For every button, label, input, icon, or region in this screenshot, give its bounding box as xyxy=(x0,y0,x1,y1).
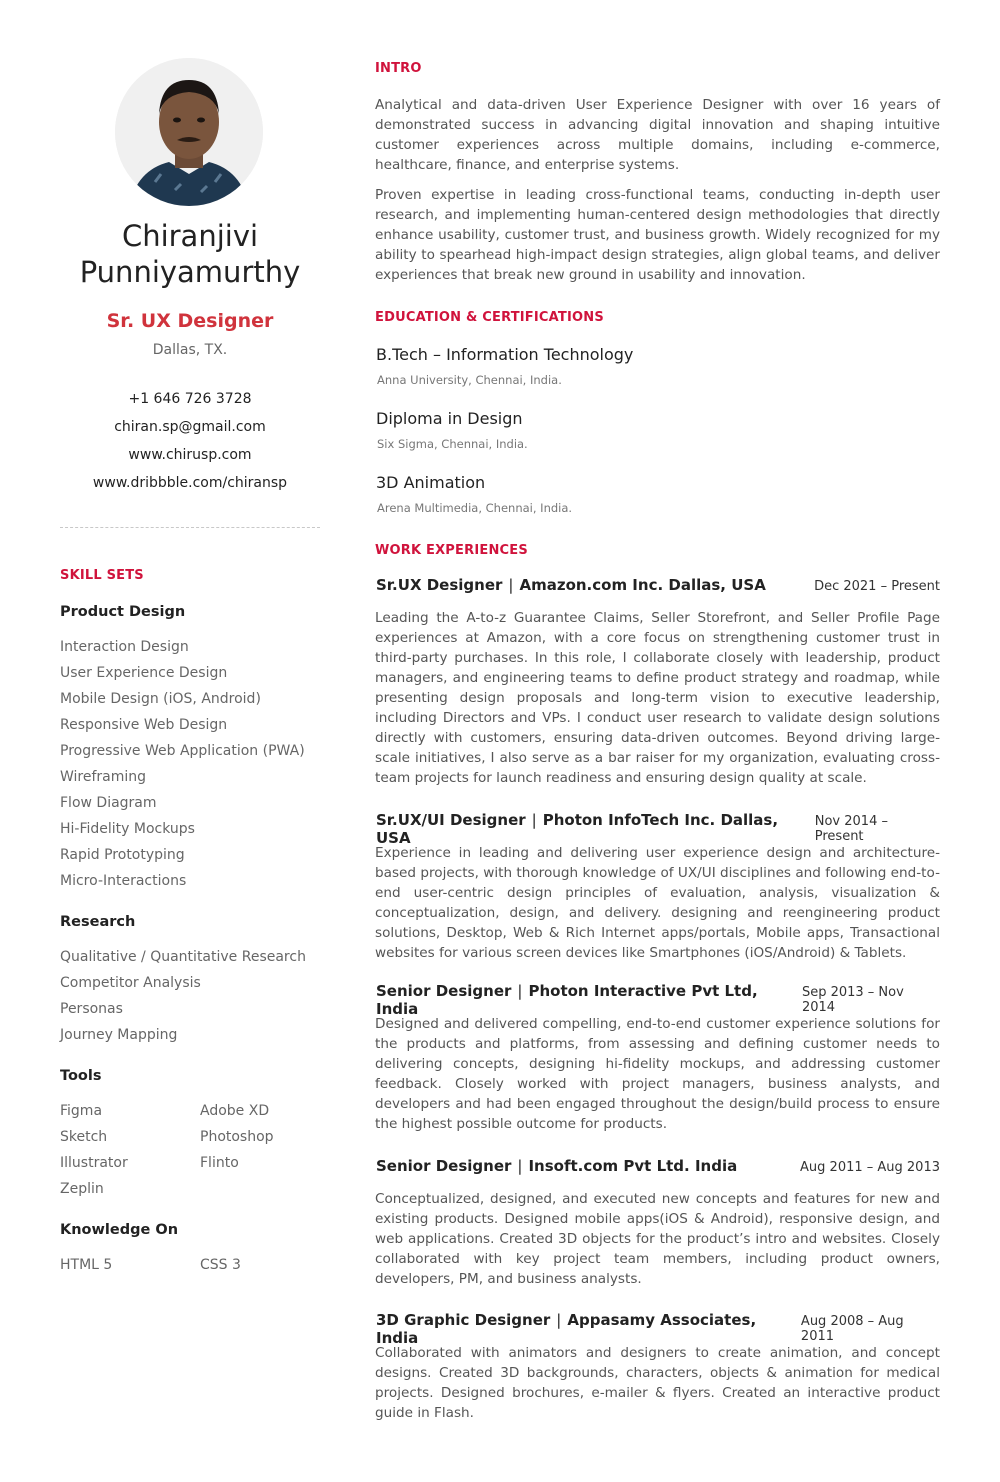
separator: | xyxy=(517,982,523,1000)
job-company: Appasamy Associates, India xyxy=(376,1311,757,1347)
education-heading: EDUCATION & CERTIFICATIONS xyxy=(375,310,604,325)
job-company: Photon InfoTech Inc. Dallas, USA xyxy=(376,811,779,847)
education-title: B.Tech – Information Technology xyxy=(376,345,634,364)
job-description: Designed and delivered compelling, end-to-end customer experience solutions for the products and platforms, from assessing and defining customer needs to delivering concepts, designing hi-fidelity mockups, and addressing customer feedback. Closely worked with project managers, business analysts, and developers and had been engaged throughout the design/build process to ensure the highest possible outcome for products. xyxy=(375,1016,940,1132)
tools-title: Tools xyxy=(60,1068,102,1084)
tools-list xyxy=(60,1098,320,1202)
job-role-company xyxy=(376,1311,801,1347)
skill-item: Competitor Analysis xyxy=(60,975,201,991)
job-header xyxy=(376,1311,940,1347)
product-design-title: Product Design xyxy=(60,604,186,620)
skill-item: Sketch xyxy=(60,1129,108,1145)
skill-item: Qualitative / Quantitative Research xyxy=(60,949,306,965)
job-role: Senior Designer xyxy=(376,982,512,1000)
skill-item: Interaction Design xyxy=(60,639,189,655)
separator: | xyxy=(517,1157,523,1175)
job-description: Collaborated with animators and designers to create animation, and concept designs. Created 3D backgrounds, characters, objects & animation for medical projects. Designed brochures, e-mailer & flyers. Created an interactive product guide in Flash. xyxy=(375,1345,940,1421)
skill-item: Mobile Design (iOS, Android) xyxy=(60,691,261,707)
intro-paragraph-2: Proven expertise in leading cross-functional teams, conducting in-depth user research, and implementing human-centered design methodologies that directly enhance usability, customer trust, and business growth. Widely recognized for my ability to spearhead high-impact design strategies, align global teams, and deliver experiences that break new ground in usability and innovation. xyxy=(375,187,940,283)
education-place: Arena Multimedia, Chennai, India. xyxy=(377,501,573,515)
job-role-company xyxy=(376,576,766,594)
skill-item: Illustrator xyxy=(60,1155,128,1171)
skill-item: Progressive Web Application (PWA) xyxy=(60,743,305,759)
intro-paragraph-1: Analytical and data-driven User Experience Designer with over 16 years of demonstrated success in advancing digital innovation and shaping intuitive customer experiences across multiple domains, including e-commerce, healthcare, finance, and enterprise systems. xyxy=(375,97,940,173)
skill-item: CSS 3 xyxy=(200,1257,241,1273)
job-header xyxy=(376,811,940,847)
research-list xyxy=(60,944,320,1048)
phone-number[interactable]: +1 646 726 3728 xyxy=(128,391,252,407)
skill-item: Micro-Interactions xyxy=(60,873,187,889)
contact-info xyxy=(60,385,320,497)
education-title: 3D Animation xyxy=(376,473,486,492)
knowledge-list xyxy=(60,1252,320,1278)
skill-item: Rapid Prototyping xyxy=(60,847,185,863)
job-description: Conceptualized, designed, and executed new concepts and features for new and existing products. Designed mobile apps(iOS & Android), responsive design, and web applications. Created 3D objects for the product’s intro and websites. Closely collaborated with key project team members, including product owners, developers, PM, and business analysts. xyxy=(375,1191,940,1287)
last-name: Punniyamurthy xyxy=(79,255,301,289)
product-design-list xyxy=(60,634,320,894)
job-dates: Nov 2014 – Present xyxy=(814,814,888,844)
job-header xyxy=(376,576,940,598)
skill-item: Wireframing xyxy=(60,769,147,785)
sidebar-divider xyxy=(60,527,320,528)
skill-item: Flinto xyxy=(200,1155,239,1171)
job-role-company xyxy=(376,1157,737,1175)
sidebar xyxy=(60,0,320,1482)
skill-item: User Experience Design xyxy=(60,665,228,681)
main-content xyxy=(375,0,940,1482)
job-dates: Sep 2013 – Nov 2014 xyxy=(801,985,904,1015)
intro-heading: INTRO xyxy=(375,61,422,76)
job-role: 3D Graphic Designer xyxy=(376,1311,551,1329)
job-dates: Aug 2008 – Aug 2011 xyxy=(800,1314,904,1344)
skill-item: HTML 5 xyxy=(60,1257,113,1273)
job-company: Amazon.com Inc. Dallas, USA xyxy=(519,576,766,594)
job-header xyxy=(376,982,940,1018)
job-role: Sr.UX/UI Designer xyxy=(376,811,526,829)
education-title: Diploma in Design xyxy=(376,409,523,428)
knowledge-title: Knowledge On xyxy=(60,1222,179,1238)
skill-item: Responsive Web Design xyxy=(60,717,228,733)
job-role-company xyxy=(376,982,802,1018)
separator: | xyxy=(508,576,514,594)
job-description: Experience in leading and delivering user experience design and architecture-based projects, with thorough knowledge of UX/UI disciplines and following end-to-end user-centric design principles of evaluation, analysis, visualization & conceptualization, design, and delivery. designing and reengineering product solutions, Desktop, Web & Rich Internet apps/portals, Mobile apps, Transactional websites for various screen devices like Smartphones (iOS/Android) & Tablets. xyxy=(375,845,940,961)
location: Dallas, TX. xyxy=(152,342,228,358)
skill-item: Personas xyxy=(60,1001,123,1017)
profile-photo-image xyxy=(115,58,263,206)
job-role: Sr.UX Designer xyxy=(376,576,503,594)
job-role-company xyxy=(376,811,815,847)
skill-item: Zeplin xyxy=(60,1181,104,1197)
job-role: Senior Designer xyxy=(376,1157,512,1175)
education-place: Six Sigma, Chennai, India. xyxy=(377,437,528,451)
job-company: Insoft.com Pvt Ltd. India xyxy=(528,1157,738,1175)
job-title: Sr. UX Designer xyxy=(106,310,274,332)
profile-photo xyxy=(115,58,263,206)
email-link[interactable]: chiran.sp@gmail.com xyxy=(114,419,266,435)
website-link[interactable]: www.chirusp.com xyxy=(128,447,252,463)
skill-item: Adobe XD xyxy=(200,1103,270,1119)
work-heading: WORK EXPERIENCES xyxy=(375,543,528,558)
job-description: Leading the A-to-z Guarantee Claims, Seller Storefront, and Seller Profile Page experiences at Amazon, with a core focus on strengthening customer trust in third-party purchases. In this role, I collaborate closely with leadership, product managers, and engineering teams to define product strategy and roadmap, while presenting design proposals and long-term vision to executive leadership, including Directors and VPs. I conduct user research to validate design solutions directly with customers, ensuring data-driven outcomes. Beyond driving large-scale initiatives, I also serve as a bar raiser for my organization, evaluating cross-team projects for launch readiness and ensuring design quality at scale. xyxy=(375,610,940,786)
skill-item: Photoshop xyxy=(200,1129,274,1145)
skills-heading: SKILL SETS xyxy=(60,568,144,583)
skill-item: Flow Diagram xyxy=(60,795,157,811)
skill-item: Figma xyxy=(60,1103,103,1119)
separator: | xyxy=(531,811,537,829)
job-company: Photon Interactive Pvt Ltd, India xyxy=(376,982,758,1018)
education-place: Anna University, Chennai, India. xyxy=(377,373,562,387)
dribbble-link[interactable]: www.dribbble.com/chiransp xyxy=(92,475,288,491)
separator: | xyxy=(556,1311,562,1329)
job-header xyxy=(376,1157,940,1179)
first-name: Chiranjivi xyxy=(121,219,259,253)
job-dates: Dec 2021 – Present xyxy=(814,579,940,594)
job-dates: Aug 2011 – Aug 2013 xyxy=(800,1160,940,1175)
skill-item: Hi-Fidelity Mockups xyxy=(60,821,195,837)
research-title: Research xyxy=(60,914,136,930)
full-name xyxy=(60,218,320,290)
skill-item: Journey Mapping xyxy=(60,1027,178,1043)
